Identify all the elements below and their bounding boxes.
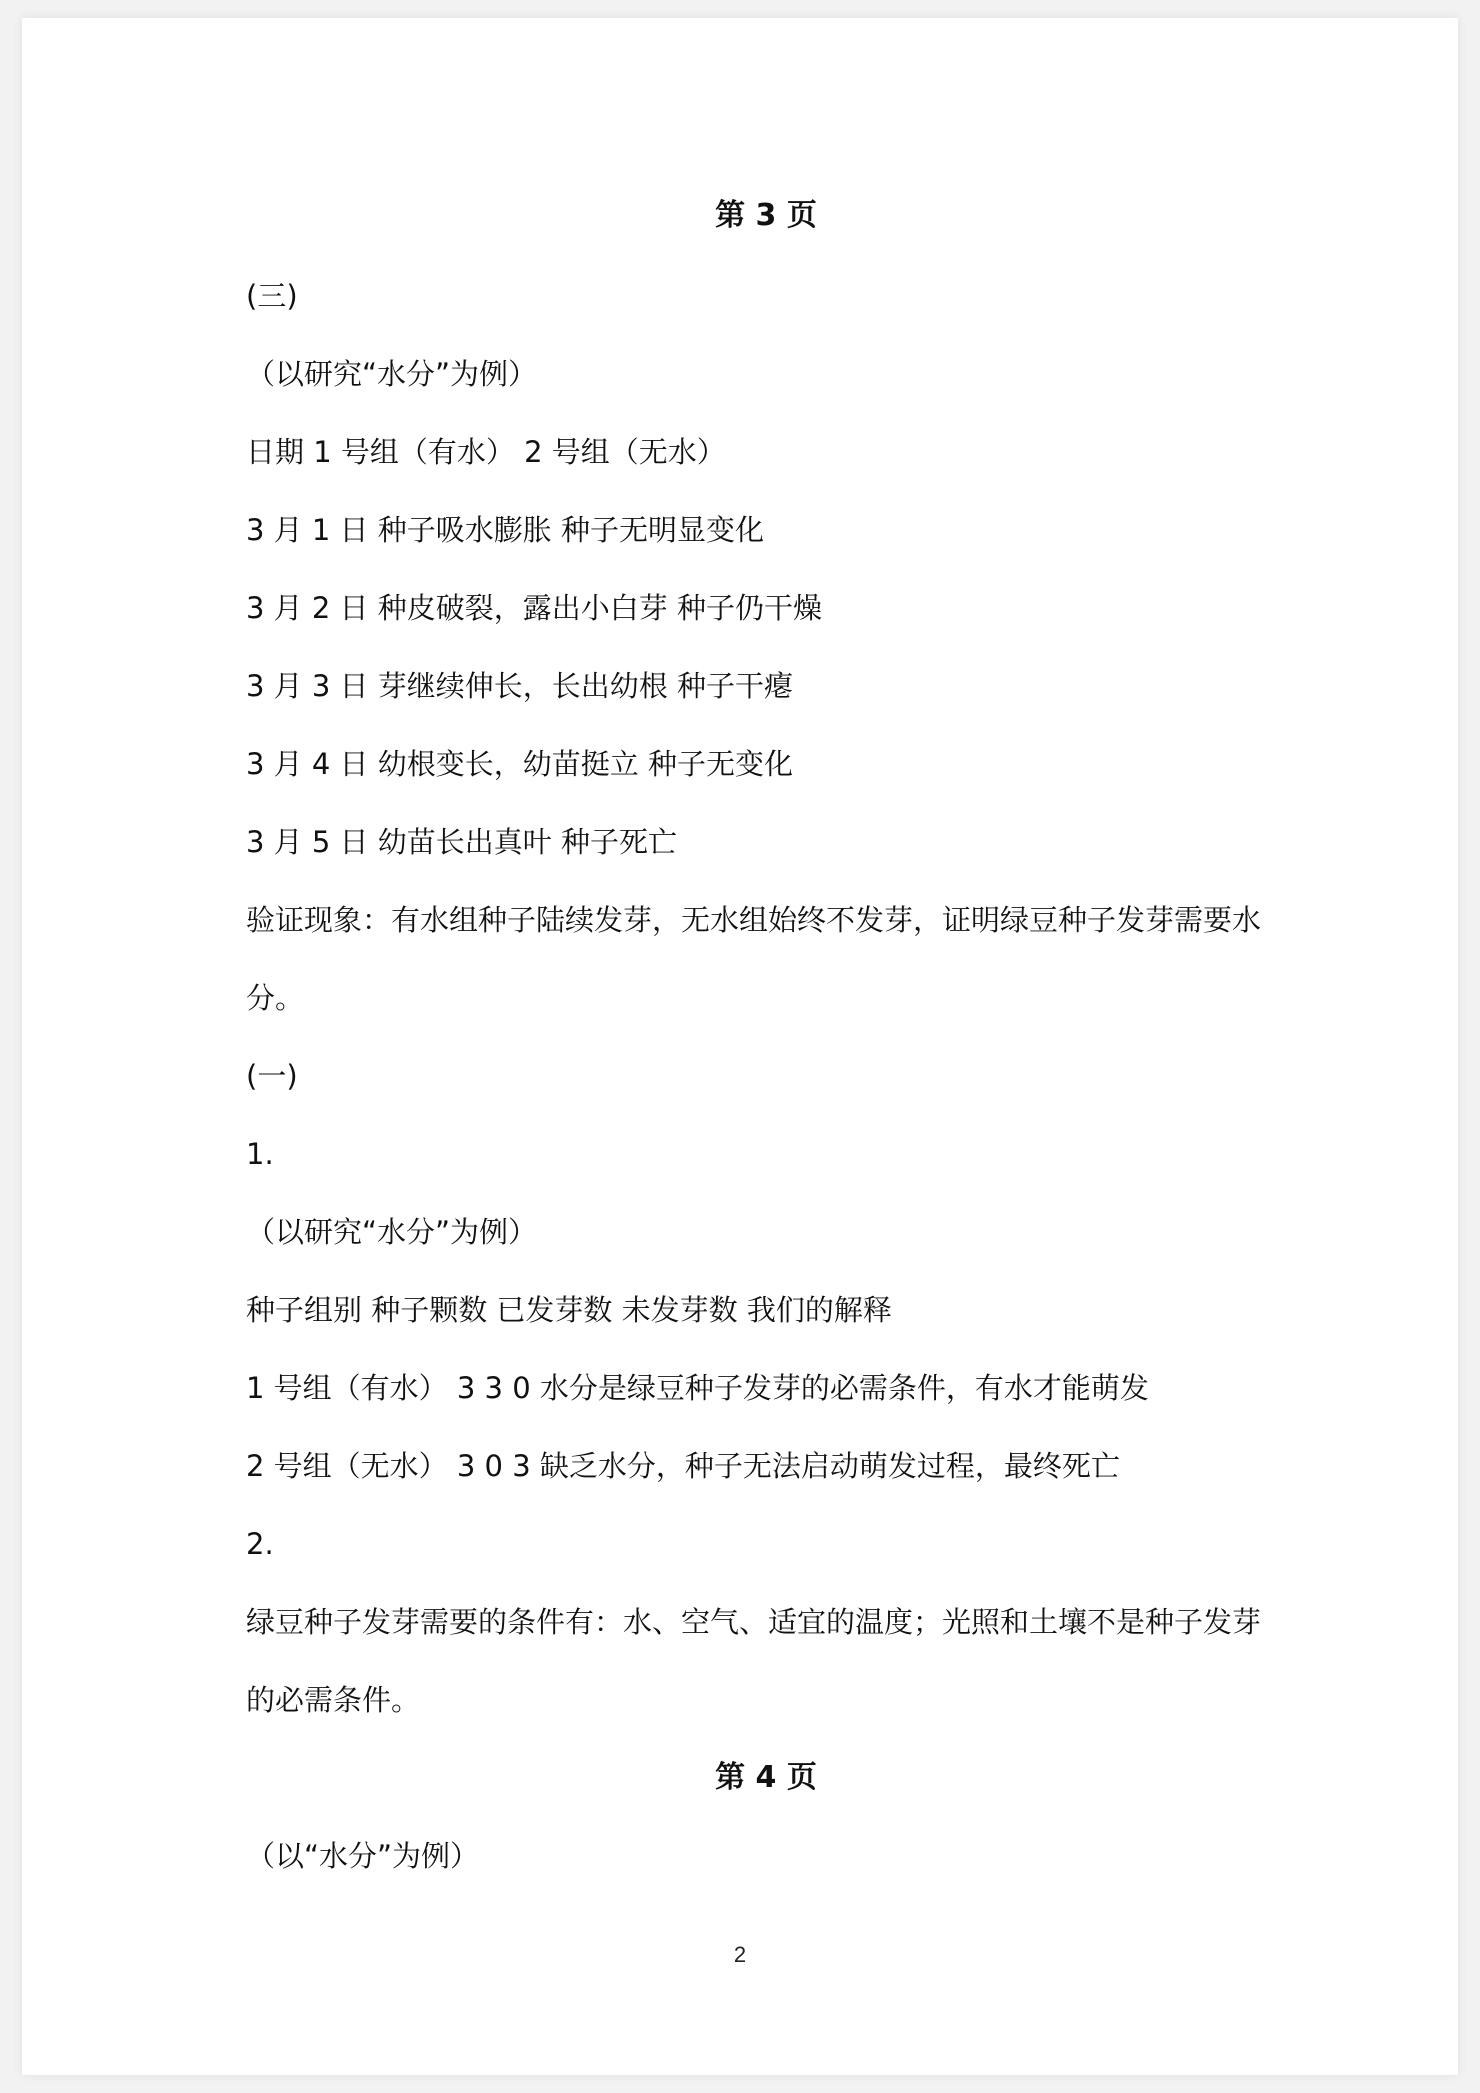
section1-conclusion-line1: 绿豆种子发芽需要的条件有：水、空气、适宜的温度；光照和土壤不是种子发芽 — [246, 1605, 1262, 1639]
section3-label: (三) — [246, 279, 298, 313]
section3-subtitle: （以研究“水分”为例） — [246, 357, 538, 391]
section3-row: 3 月 5 日 幼苗长出真叶 种子死亡 — [246, 825, 677, 859]
page4-heading: 第 4 页 — [715, 1760, 817, 1795]
section1-label: (一) — [246, 1059, 298, 1093]
section3-verify-line1: 验证现象：有水组种子陆续发芽，无水组始终不发芽，证明绿豆种子发芽需要水 — [246, 903, 1262, 937]
document-page — [22, 18, 1458, 2075]
section1-item2-label: 2. — [246, 1527, 274, 1561]
section1-table-header: 种子组别 种子颗数 已发芽数 未发芽数 我们的解释 — [246, 1293, 892, 1327]
section3-row: 3 月 1 日 种子吸水膨胀 种子无明显变化 — [246, 513, 764, 547]
section1-item1-label: 1. — [246, 1137, 274, 1171]
section1-conclusion-line2: 的必需条件。 — [246, 1683, 421, 1717]
section3-row: 3 月 2 日 种皮破裂，露出小白芽 种子仍干燥 — [246, 591, 822, 625]
section1-row: 1 号组（有水） 3 3 0 水分是绿豆种子发芽的必需条件，有水才能萌发 — [246, 1371, 1149, 1405]
section3-row: 3 月 3 日 芽继续伸长，长出幼根 种子干瘪 — [246, 669, 793, 703]
section1-subtitle: （以研究“水分”为例） — [246, 1215, 538, 1249]
page3-heading: 第 3 页 — [715, 198, 817, 233]
page-number: 2 — [733, 1942, 747, 1967]
section3-row: 3 月 4 日 幼根变长，幼苗挺立 种子无变化 — [246, 747, 793, 781]
section3-verify-line2: 分。 — [246, 981, 305, 1015]
section4-subtitle: （以“水分”为例） — [246, 1839, 480, 1873]
section3-table-header: 日期 1 号组（有水） 2 号组（无水） — [246, 435, 726, 469]
section1-row: 2 号组（无水） 3 0 3 缺乏水分，种子无法启动萌发过程，最终死亡 — [246, 1449, 1120, 1483]
